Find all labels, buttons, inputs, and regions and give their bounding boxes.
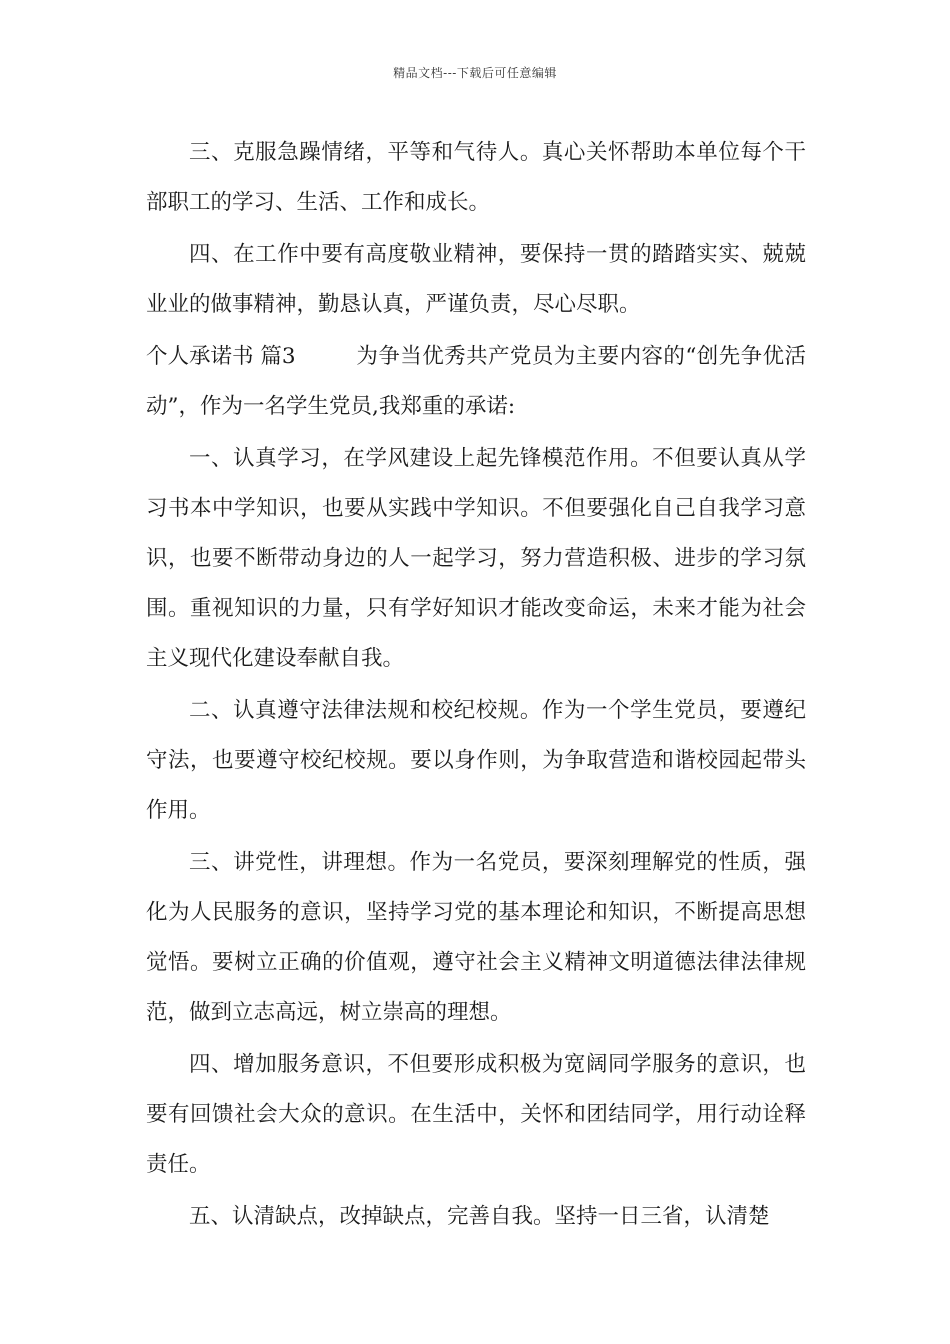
paragraph-5: 二、认真遵守法律法规和校纪校规。作为一个学生党员，要遵纪守法，也要遵守校纪校规。要以身作则，为争取营造和谐校园起带头作用。 [146,698,806,823]
paragraph-7: 四、增加服务意识，不但要形成积极为宽阔同学服务的意识，也要有回馈社会大众的意识。在生活中，关怀和团结同学，用行动诠释责任。 [146,1052,806,1177]
section-heading: 个人承诺书 篇3 [146,344,296,369]
paragraph-1: 三、克服急躁情绪，平等和气待人。真心关怀帮助本单位每个干部职工的学习、生活、工作和成长。 [146,140,806,215]
paragraph-2: 四、在工作中要有高度敬业精神，要保持一贯的踏踏实实、兢兢业业的做事精神，勤恳认真，严谨负责，尽心尽职。 [146,242,806,317]
paragraph-6: 三、讲党性，讲理想。作为一名党员，要深刻理解党的性质，强化为人民服务的意识，坚持学习党的基本理论和知识，不断提高思想觉悟。要树立正确的价值观，遵守社会主义精神文明道德法律法律规范，做到立志高远，树立崇高的理想。 [146,850,806,1025]
page-header: 精品文档---下载后可任意编辑 [393,66,557,80]
paragraph-3 [146,332,806,432]
paragraph-4: 一、认真学习，在学风建设上起先锋模范作用。不但要认真从学习书本中学知识，也要从实践中学知识。不但要强化自己自我学习意识，也要不断带动身边的人一起学习，努力营造积极、进步的学习氛围。重视知识的力量，只有学好知识才能改变命运，未来才能为社会主义现代化建设奉献自我。 [146,446,806,671]
document-body [146,128,806,1244]
paragraph-3-text: 为争当优秀共产党员为主要内容的“创先争优活动”，作为一名学生党员,我郑重的承诺: [146,344,806,419]
paragraph-8: 五、认清缺点，改掉缺点，完善自我。坚持一日三省，认清楚 [189,1204,770,1229]
